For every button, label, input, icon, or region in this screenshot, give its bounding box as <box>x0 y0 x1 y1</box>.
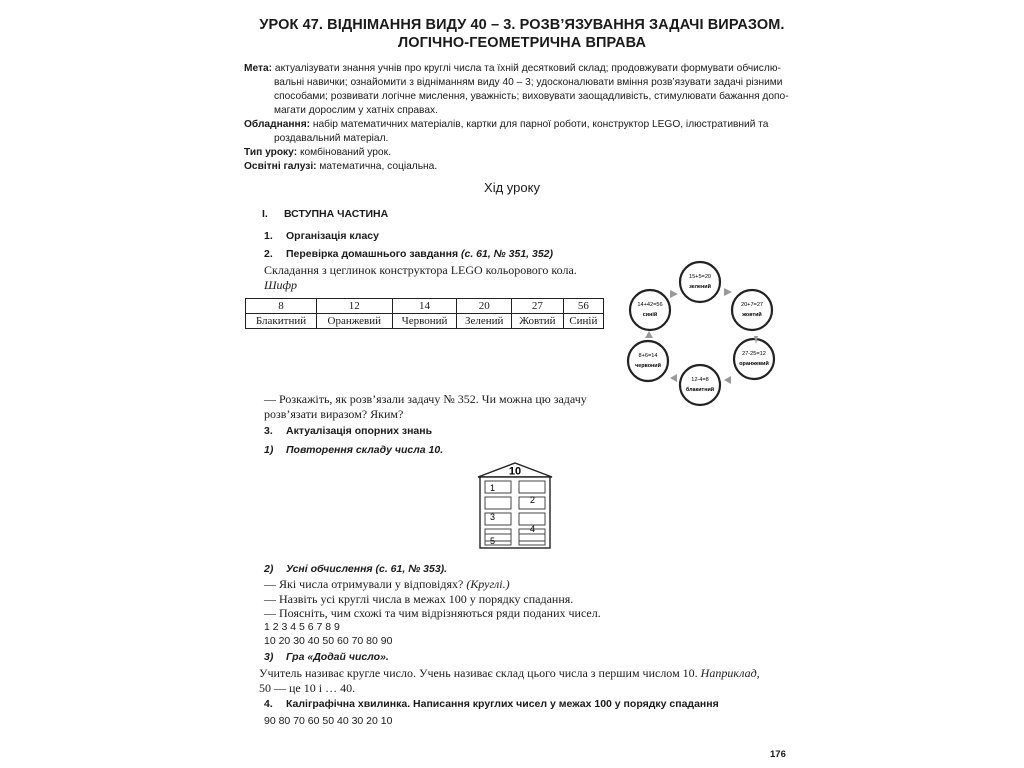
cipher-number-cell: 56 <box>563 299 603 314</box>
oral-question-1-text: — Які числа отримували у відповідях? <box>264 577 464 591</box>
calligraphy-numbers: 90 80 70 60 50 40 30 20 10 <box>264 715 393 727</box>
arrow-icon <box>670 290 678 298</box>
item-number: 1. <box>264 230 273 242</box>
subitem-number: 3) <box>264 651 274 663</box>
item-heading-2 <box>264 248 553 260</box>
equipment-label: Обладнання: <box>244 119 311 130</box>
lesson-type <box>244 146 790 160</box>
course-heading: Хід уроку <box>484 180 540 195</box>
arrow-icon <box>670 374 677 382</box>
cipher-number-cell: 12 <box>317 299 393 314</box>
item-title: Каліграфічна хвилинка. Написання круглих чисел у межах 100 у порядку спадання <box>286 698 719 710</box>
subitem-title: Повторення складу числа 10. <box>286 444 444 456</box>
section-title: ВСТУПНА ЧАСТИНА <box>284 208 389 220</box>
circle-color-label: блакитний <box>685 387 715 393</box>
goal-line3: способами; розвивати логічне мислення, уважність; виховувати заощадливість, стимулювати бажання допо- <box>274 91 789 102</box>
circle-color-label: червоний <box>635 363 661 369</box>
circle-color-label: жовтий <box>742 312 762 318</box>
goal-line4: магати дорослим у хатніх справах. <box>274 105 438 116</box>
educational-areas-value: математична, соціальна. <box>319 161 438 172</box>
cipher-color-cell: Оранжевий <box>317 314 393 329</box>
circle-node <box>732 290 772 330</box>
subitem-heading-1 <box>264 444 443 456</box>
subitem-title: Усні обчислення (с. 61, № 353). <box>286 563 448 575</box>
item-heading-3 <box>264 425 432 437</box>
circle-node <box>680 262 720 302</box>
cipher-color-cell: Жовтий <box>512 314 564 329</box>
cipher-number-cell: 27 <box>512 299 564 314</box>
circle-node <box>680 365 720 405</box>
circle-color-label: оранжевий <box>739 361 769 367</box>
lesson-type-label: Тип уроку: <box>244 147 298 158</box>
lesson-title-line1: УРОК 47. ВІДНІМАННЯ ВИДУ 40 – 3. РОЗВ’ЯЗУВАННЯ ЗАДАЧІ ВИРАЗОМ. <box>259 17 785 33</box>
subitem-title: Гра «Додай число». <box>286 651 389 663</box>
equipment-line1: набір математичних матеріалів, картки для парної роботи, конструктор LEGO, ілюстративний та <box>312 119 769 130</box>
item-title: Актуалізація опорних знань <box>286 425 433 437</box>
number-row-tens: 10 20 30 40 50 60 70 80 90 <box>264 635 393 647</box>
section-number: I. <box>262 208 268 220</box>
color-circle-diagram <box>620 258 780 410</box>
subitem-heading-2 <box>264 563 447 575</box>
oral-question-2: — Назвіть усі круглі числа в межах 100 у порядку спадання. <box>264 592 574 606</box>
circle-expression: 8+6=14 <box>638 353 658 359</box>
goal-paragraph <box>244 62 790 76</box>
arrow-icon <box>724 376 731 384</box>
item-number: 3. <box>264 425 273 437</box>
cipher-color-cell: Блакитний <box>246 314 317 329</box>
oral-question-1 <box>264 577 510 592</box>
house-cell-number: 2 <box>530 495 536 505</box>
house-cell-number: 4 <box>530 524 536 534</box>
circle-node <box>628 341 668 381</box>
cipher-number-cell: 8 <box>246 299 317 314</box>
goal-label: Мета: <box>244 63 273 74</box>
educational-areas <box>244 160 790 174</box>
house-cell-number: 5 <box>490 536 496 546</box>
section-heading-intro <box>262 208 388 220</box>
game-description <box>259 666 760 681</box>
equipment-paragraph <box>244 118 790 132</box>
house-cell-number: 1 <box>490 483 496 493</box>
item-number: 4. <box>264 698 273 710</box>
circle-expression: 27-25=12 <box>742 351 766 357</box>
circle-expression: 12-4=8 <box>691 377 709 383</box>
subitem-number: 1) <box>264 444 274 456</box>
cipher-number-cell: 20 <box>457 299 512 314</box>
item-heading-4 <box>264 698 719 710</box>
lesson-title <box>248 16 796 52</box>
item-title: Організація класу <box>286 230 379 242</box>
cipher-color-cell: Червоний <box>392 314 457 329</box>
page-number: 176 <box>770 749 786 760</box>
cipher-numbers-row <box>246 299 604 314</box>
circle-color-label: синій <box>642 312 658 318</box>
educational-areas-label: Освітні галузі: <box>244 161 317 172</box>
lesson-type-value: комбінований урок. <box>299 147 391 158</box>
game-example: 50 — це 10 і … 40. <box>259 681 356 695</box>
circle-expression: 14+42=56 <box>637 302 663 308</box>
item-heading-1 <box>264 230 379 242</box>
item-number: 2. <box>264 248 273 260</box>
subitem-number: 2) <box>264 563 274 575</box>
house-cell-number: 3 <box>490 512 496 522</box>
cipher-color-cell: Синій <box>563 314 603 329</box>
question-line2: розв’язати виразом? Яким? <box>264 407 404 421</box>
oral-question-3: — Поясніть, чим схожі та чим відрізняються ряди поданих чисел. <box>264 606 601 620</box>
lesson-meta <box>244 62 790 174</box>
subitem-heading-3 <box>264 651 389 663</box>
cipher-color-cell: Зелений <box>457 314 512 329</box>
cipher-colors-row <box>246 314 604 329</box>
lego-task-text: Складання з цеглинок конструктора LEGO кольорового кола. <box>264 263 577 277</box>
cipher-table <box>245 298 604 329</box>
circle-color-label: зелений <box>689 284 711 290</box>
circle-node <box>630 290 670 330</box>
cipher-number-cell: 14 <box>392 299 457 314</box>
number-row-units: 1 2 3 4 5 6 7 8 9 <box>264 621 340 633</box>
number-house-diagram <box>475 462 555 550</box>
cipher-label: Шифр <box>264 278 298 292</box>
circle-expression: 15+5=20 <box>688 274 712 280</box>
equipment-line2: роздавальний матеріал. <box>274 133 389 144</box>
game-example-label: Наприклад, <box>700 666 760 680</box>
goal-line2: вальні навички; ознайомити з відніманням виду 40 – 3; удосконалювати вміння розв’язувати задачі різними <box>274 77 783 88</box>
game-description-text: Учитель називає кругле число. Учень називає склад цього числа з першим числом 10. <box>259 666 698 680</box>
arrow-icon <box>645 331 653 338</box>
house-top-number: 10 <box>508 465 522 478</box>
oral-question-1-answer: (Круглі.) <box>466 577 510 591</box>
question-line1: — Розкажіть, як розв’язали задачу № 352. Чи можна цю задачу <box>264 392 587 406</box>
item-reference: (с. 61, № 351, 352) <box>461 248 554 260</box>
item-title: Перевірка домашнього завдання <box>286 248 459 260</box>
circle-expression: 20+7=27 <box>740 302 764 308</box>
arrow-icon <box>724 288 732 296</box>
goal-line1: актуалізувати знання учнів про круглі числа та їхній десятковий склад; продовжувати формувати обчислю- <box>274 63 781 74</box>
circle-node <box>734 339 774 379</box>
lesson-title-line2: ЛОГІЧНО-ГЕОМЕТРИЧНА ВПРАВА <box>397 35 647 51</box>
